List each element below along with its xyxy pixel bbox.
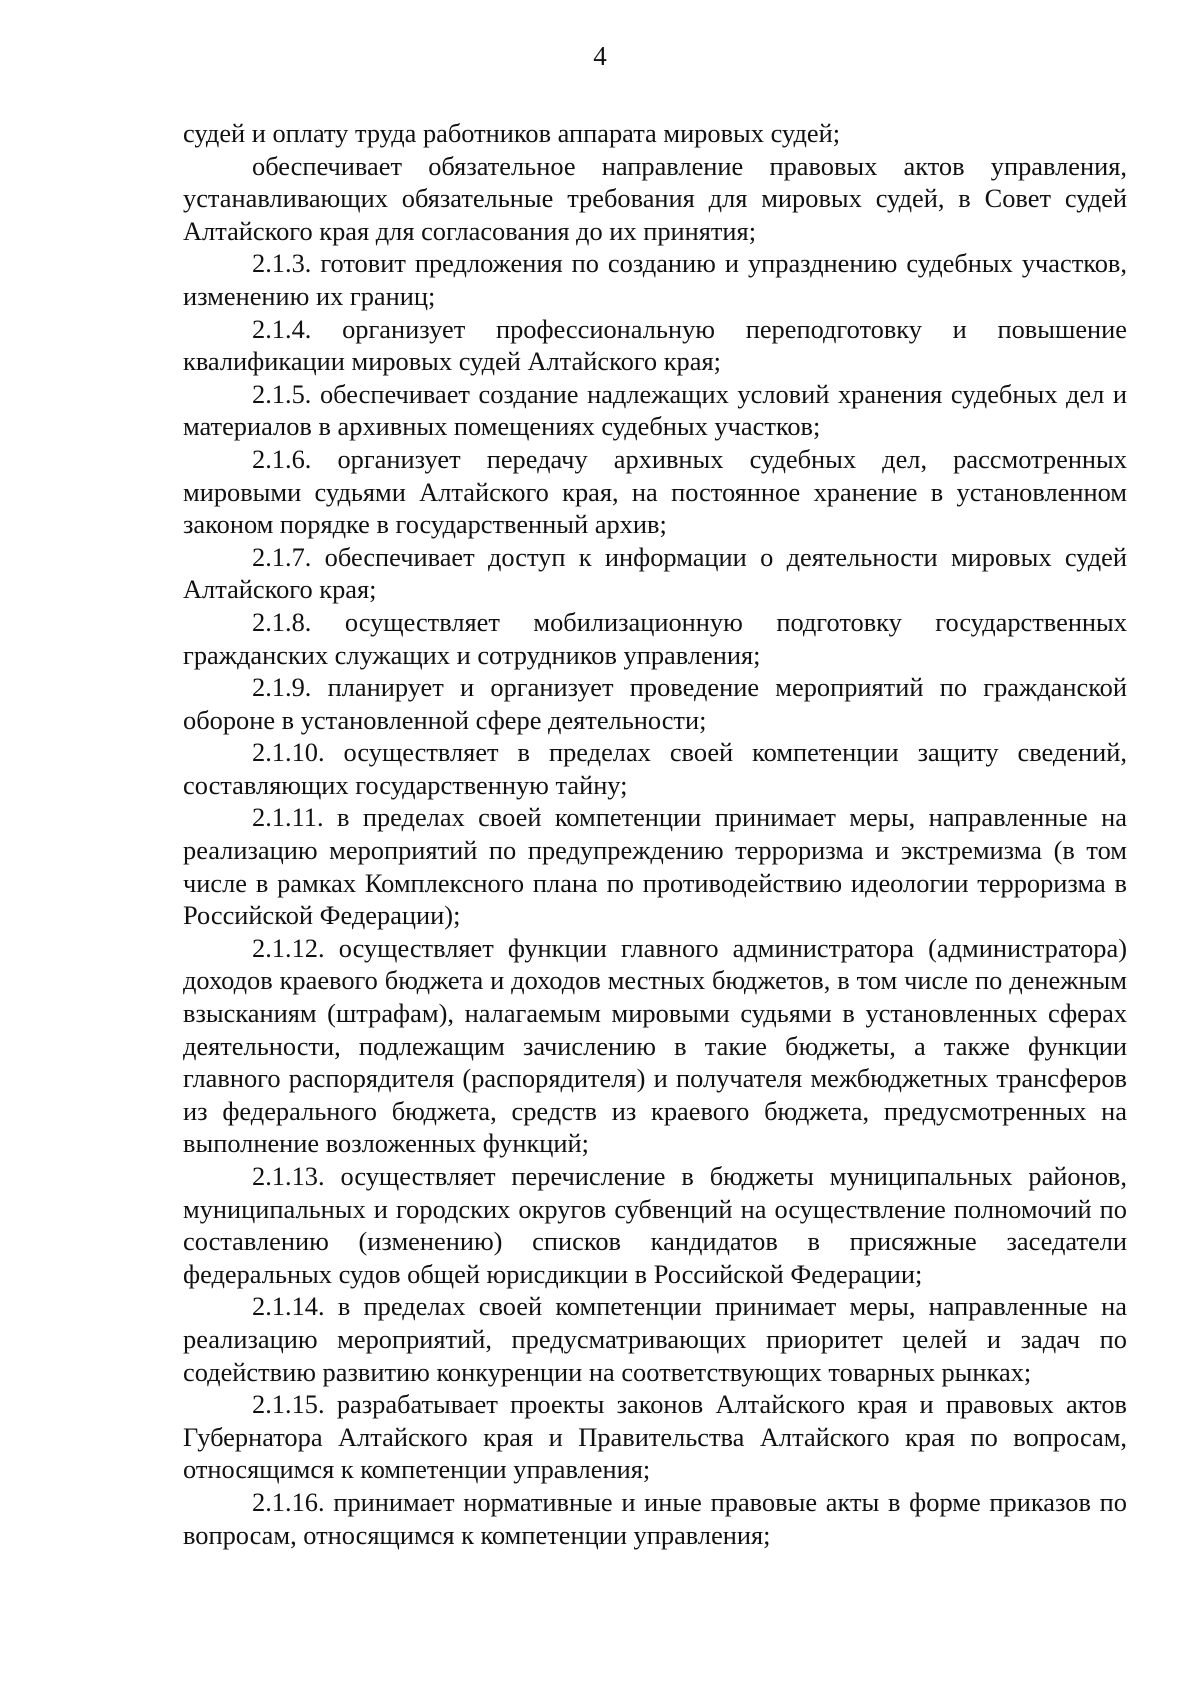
paragraph: 2.1.9. планирует и организует проведение мероприятий по гражданской обороне в установленной сфере деятельности;	[183, 672, 1127, 735]
paragraph: обеспечивает обязательное направление правовых актов управления, устанавливающих обязательные требования для мировых судей, в Совет судей Алтайского края для согласования до их принятия;	[183, 150, 1127, 246]
paragraph: 2.1.10. осуществляет в пределах своей компетенции защиту сведений, составляющих государственную тайну;	[183, 737, 1127, 800]
paragraph: 2.1.13. осуществляет перечисление в бюджеты муниципальных районов, муниципальных и городских округов субвенций на осуществление полномочий по составлению (изменению) списков кандидатов в присяжные заседатели федеральных судов общей юрисдикции в Российской Федерации;	[183, 1161, 1127, 1289]
paragraph: 2.1.3. готовит предложения по созданию и упразднению судебных участков, изменению их границ;	[183, 248, 1127, 311]
paragraph: 2.1.4. организует профессиональную переподготовку и повышение квалификации мировых судей Алтайского края;	[183, 313, 1127, 377]
document-body	[183, 117, 1127, 1551]
paragraph: 2.1.6. организует передачу архивных судебных дел, рассмотренных мировыми судьями Алтайского края, на постоянное хранение в установленном законом порядке в государственный архив;	[183, 443, 1127, 540]
paragraph: 2.1.11. в пределах своей компетенции принимает меры, направленные на реализацию мероприятий по предупреждению терроризма и экстремизма (в том числе в рамках Комплексного плана по противодействию идеологии терроризма в Российской Федерации);	[183, 802, 1127, 931]
paragraph: 2.1.7. обеспечивает доступ к информации о деятельности мировых судей Алтайского края;	[183, 541, 1127, 605]
paragraph: 2.1.15. разрабатывает проекты законов Алтайского края и правовых актов Губернатора Алтайского края и Правительства Алтайского края по вопросам, относящимся к компетенции управления;	[183, 1389, 1127, 1485]
page-number: 4	[593, 41, 607, 71]
paragraph: 2.1.8. осуществляет мобилизационную подготовку государственных гражданских служащих и сотрудников управления;	[183, 606, 1127, 670]
paragraph: 2.1.16. принимает нормативные и иные правовые акты в форме приказов по вопросам, относящимся к компетенции управления;	[183, 1486, 1127, 1550]
paragraph: судей и оплату труда работников аппарата мировых судей;	[183, 118, 841, 148]
paragraph: 2.1.14. в пределах своей компетенции принимает меры, направленные на реализацию мероприятий, предусматривающих приоритет целей и задач по содействию развитию конкуренции на соответствующих товарных рынках;	[183, 1291, 1127, 1387]
paragraph: 2.1.12. осуществляет функции главного администратора (администратора) доходов краевого бюджета и доходов местных бюджетов, в том числе по денежным взысканиям (штрафам), налагаемым мировыми судьями в установленных сферах деятельности, подлежащим зачислению в такие бюджеты, а также функции главного распорядителя (распорядителя) и получателя межбюджетных трансферов из федерального бюджета, средств из краевого бюджета, предусмотренных на выполнение возложенных функций;	[183, 932, 1127, 1159]
paragraph: 2.1.5. обеспечивает создание надлежащих условий хранения судебных дел и материалов в архивных помещениях судебных участков;	[183, 378, 1127, 442]
